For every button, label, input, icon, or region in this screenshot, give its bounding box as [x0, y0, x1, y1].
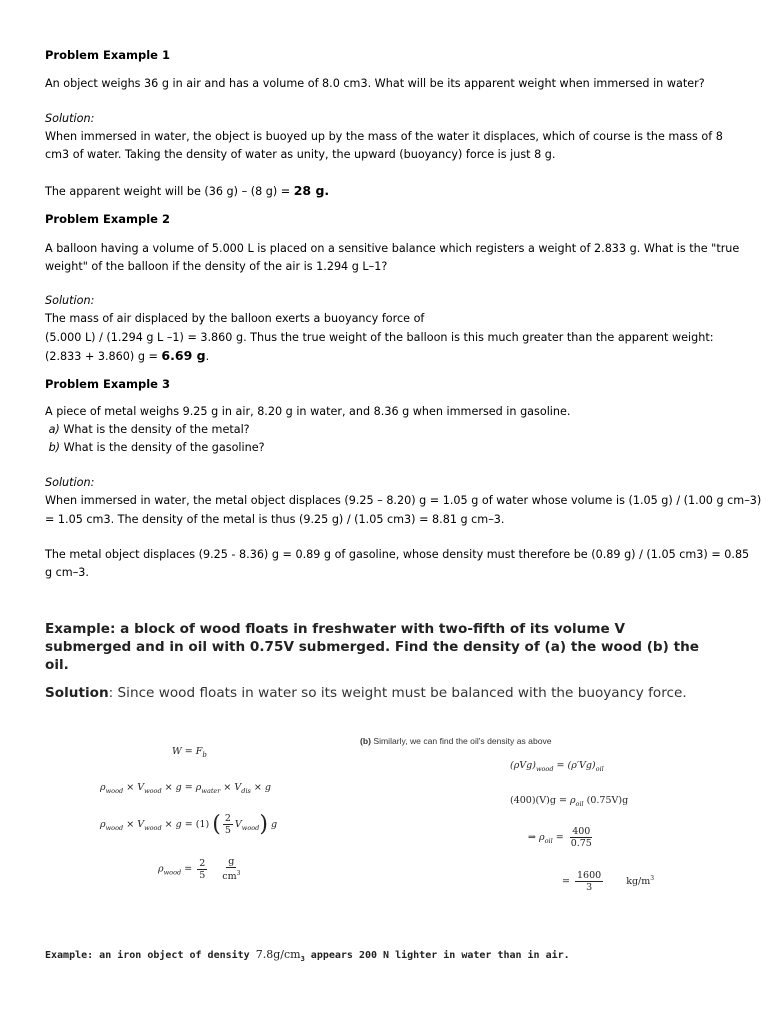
eq-denominator: 5	[224, 825, 231, 836]
eq-rho: ρ	[158, 863, 164, 875]
eq-water-sub: water	[201, 786, 221, 795]
problem-1-question: An object weighs 36 g in air and has a volume of 8.0 cm3. What will be its apparent weight when immersed in water?	[45, 77, 705, 90]
eq-rho: ρ	[100, 782, 106, 793]
wood-solution-line	[45, 685, 687, 701]
eq-numerator: 400	[572, 826, 591, 837]
eq-equals: =	[562, 876, 570, 887]
eq-times: ×	[253, 782, 262, 793]
eq-paren-close: )	[259, 812, 268, 837]
eq-implies: ⇒	[528, 832, 536, 843]
eq-cube: 3	[236, 870, 241, 877]
eq-times: ×	[164, 782, 173, 793]
eq-400vg: (400)(V)g	[510, 795, 556, 806]
eq-v: V	[234, 782, 242, 793]
problem-3-solution-line-1: When immersed in water, the metal object displaces (9.25 – 8.20) g = 1.05 g of water whose volume is (1.05 g) / (1.00 g cm–3)	[45, 494, 762, 507]
problem-1-answer	[45, 182, 329, 201]
equation-weight-buoyancy	[172, 746, 207, 759]
eq-kgm: kg/m	[626, 876, 651, 887]
eq-numerator: 2	[224, 813, 231, 824]
problem-3-question-a-text: What is the density of the metal?	[59, 423, 250, 436]
equation-rho-wood-result	[158, 856, 244, 882]
eq-oil-sub: oil	[544, 836, 553, 845]
eq-wood-sub: wood	[241, 823, 260, 832]
problem-3-solution-label: Solution:	[45, 476, 95, 489]
eq-times: ×	[126, 782, 135, 793]
eq-unit-g: g	[228, 856, 235, 867]
eq-times: ×	[223, 782, 232, 793]
problem-1-answer-value: 28 g.	[293, 183, 330, 198]
eq-equals: =	[184, 746, 193, 757]
wood-example-title-line-3: oil.	[45, 657, 69, 673]
eq-cm: cm	[222, 871, 237, 883]
wood-solution-text: : Since wood floats in water so its weight must be balanced with the buoyancy force.	[108, 685, 687, 701]
equation-oil-balance	[510, 760, 604, 773]
wood-solution-label: Solution	[45, 685, 109, 701]
eq-fb-symbol: F	[195, 746, 203, 757]
eq-paren-open: (	[212, 812, 221, 837]
eq-denominator: 3	[586, 882, 593, 893]
problem-3-question-b	[45, 439, 265, 457]
eq-fb-subscript: b	[202, 750, 207, 759]
wood-example-title-line-1: Example: a block of wood floats in freshwater with two-fifth of its volume V	[45, 621, 625, 637]
problem-3-solution-b-line-1: The metal object displaces (9.25 - 8.36) g = 0.89 g of gasoline, whose density must therefore be (0.89 g) / (1.05 cm3) = 0.85	[45, 548, 750, 561]
problem-3-question-b-letter: b)	[48, 441, 61, 454]
eq-equals: =	[556, 760, 565, 771]
problem-2-solution-line-3-text: (2.833 + 3.860) g =	[45, 350, 162, 363]
eq-rho: ρ	[539, 832, 545, 843]
eq-wood-sub: wood	[163, 868, 182, 877]
eq-rvg-left: (ρVg)	[510, 760, 536, 771]
problem-3-solution-b-line-2: g cm–3.	[45, 566, 89, 579]
problem-1-solution-line-2: cm3 of water. Taking the density of water as unity, the upward (buoyancy) force is just 8 g.	[45, 148, 556, 161]
eq-fraction-2-5-result	[197, 858, 207, 881]
eq-one: (1)	[195, 819, 210, 830]
problem-3-question-a	[45, 421, 250, 439]
problem-3-question-b-text: What is the density of the gasoline?	[60, 441, 265, 454]
equation-density-balance	[100, 782, 271, 795]
eq-rho: ρ	[569, 795, 576, 806]
equation-two-fifths	[100, 812, 277, 837]
eq-wood-sub: wood	[105, 823, 124, 832]
eq-wood-sub: wood	[144, 786, 162, 795]
problem-1-solution-line-1: When immersed in water, the object is buoyed up by the mass of the water it displaces, which of course is the mass of 8	[45, 130, 723, 143]
eq-g: g	[270, 819, 278, 830]
iron-density-exp: 3	[300, 955, 305, 963]
eq-times: ×	[164, 819, 173, 830]
problem-2-question-line-1: A balloon having a volume of 5.000 L is placed on a sensitive balance which registers a weight of 2.833 g. What is the "true	[45, 242, 740, 255]
eq-g: g	[264, 782, 271, 793]
iron-example-pre: Example: an iron object of density	[45, 950, 256, 961]
eq-equals: =	[184, 863, 193, 875]
eq-numerator: 2	[199, 857, 206, 869]
problem-3-solution-line-2: = 1.05 cm3. The density of the metal is thus (9.25 g) / (1.05 cm3) = 8.81 g cm–3.	[45, 513, 505, 526]
eq-kgm3	[626, 876, 654, 887]
iron-density: 7.8g/cm	[255, 948, 301, 961]
eq-v: V	[234, 819, 242, 830]
iron-example-line	[45, 948, 570, 963]
eq-oil-sub: oil	[595, 764, 604, 773]
eq-rho: ρ	[195, 782, 202, 793]
eq-fraction-1600-3	[575, 870, 603, 893]
problem-2-heading: Problem Example 2	[45, 212, 170, 226]
problem-2-solution-line-3	[45, 347, 209, 366]
problem-1-answer-text: The apparent weight will be (36 g) – (8 g) =	[45, 185, 294, 198]
eq-rvg-right: (ρ′Vg)	[567, 760, 596, 771]
eq-kgm-sup: 3	[650, 874, 655, 882]
eq-g: g	[175, 782, 182, 793]
eq-wood-sub: wood	[144, 823, 162, 832]
part-b-caption	[360, 736, 552, 746]
eq-v: V	[137, 782, 145, 793]
problem-2-solution-line-1: The mass of air displaced by the balloon exerts a buoyancy force of	[45, 312, 425, 325]
wood-example-title-line-2: submerged and in oil with 0.75V submerged. Find the density of (a) the wood (b) the	[45, 639, 699, 655]
eq-wood-sub: wood	[535, 764, 554, 773]
eq-dis-sub: dis	[241, 786, 251, 795]
part-b-label: (b)	[360, 736, 371, 746]
equation-rho-oil-fraction	[528, 826, 596, 849]
eq-075vg: (0.75V)g	[586, 795, 629, 806]
eq-oil-sub: oil	[575, 799, 584, 808]
eq-denominator: 0.75	[570, 838, 592, 849]
eq-g: g	[175, 819, 182, 830]
part-b-text: Similarly, we can find the oil's density as above	[370, 736, 552, 746]
problem-1-heading: Problem Example 1	[45, 48, 170, 62]
eq-v: V	[137, 819, 145, 830]
problem-2-solution-line-2: (5.000 L) / (1.294 g L –1) = 3.860 g. Thus the true weight of the balloon is this much greater than the apparent weight:	[45, 331, 714, 344]
problem-3-question-line-1: A piece of metal weighs 9.25 g in air, 8.20 g in water, and 8.36 g when immersed in gasoline.	[45, 405, 571, 418]
problem-1-solution-label: Solution:	[45, 112, 95, 125]
eq-equals: =	[184, 782, 193, 793]
eq-equals: =	[555, 832, 564, 843]
eq-w-symbol: W	[172, 746, 182, 757]
problem-2-answer-value: 6.69 g	[161, 348, 206, 363]
iron-example-post: appears 200 N lighter in water than in air.	[304, 950, 570, 961]
eq-unit-cm3	[220, 868, 242, 882]
eq-wood-sub: wood	[105, 786, 124, 795]
eq-fraction-2-5	[223, 813, 233, 836]
problem-2-solution-label: Solution:	[45, 294, 95, 307]
equation-rho-oil-result	[562, 870, 654, 893]
eq-denominator: 5	[199, 869, 206, 881]
eq-times: ×	[126, 819, 135, 830]
problem-2-answer-period: .	[205, 350, 210, 363]
eq-fraction-400-075	[569, 826, 594, 849]
eq-numerator: 1600	[577, 870, 602, 881]
problem-2-question-line-2: weight" of the balloon if the density of the air is 1.294 g L–1?	[45, 260, 388, 273]
problem-3-question-a-letter: a)	[48, 423, 60, 436]
equation-oil-values	[510, 795, 628, 808]
problem-3-heading: Problem Example 3	[45, 377, 170, 391]
eq-equals: =	[184, 819, 193, 830]
eq-fraction-g-cm3	[220, 856, 242, 882]
eq-equals: =	[558, 795, 567, 806]
eq-rho: ρ	[100, 819, 106, 830]
